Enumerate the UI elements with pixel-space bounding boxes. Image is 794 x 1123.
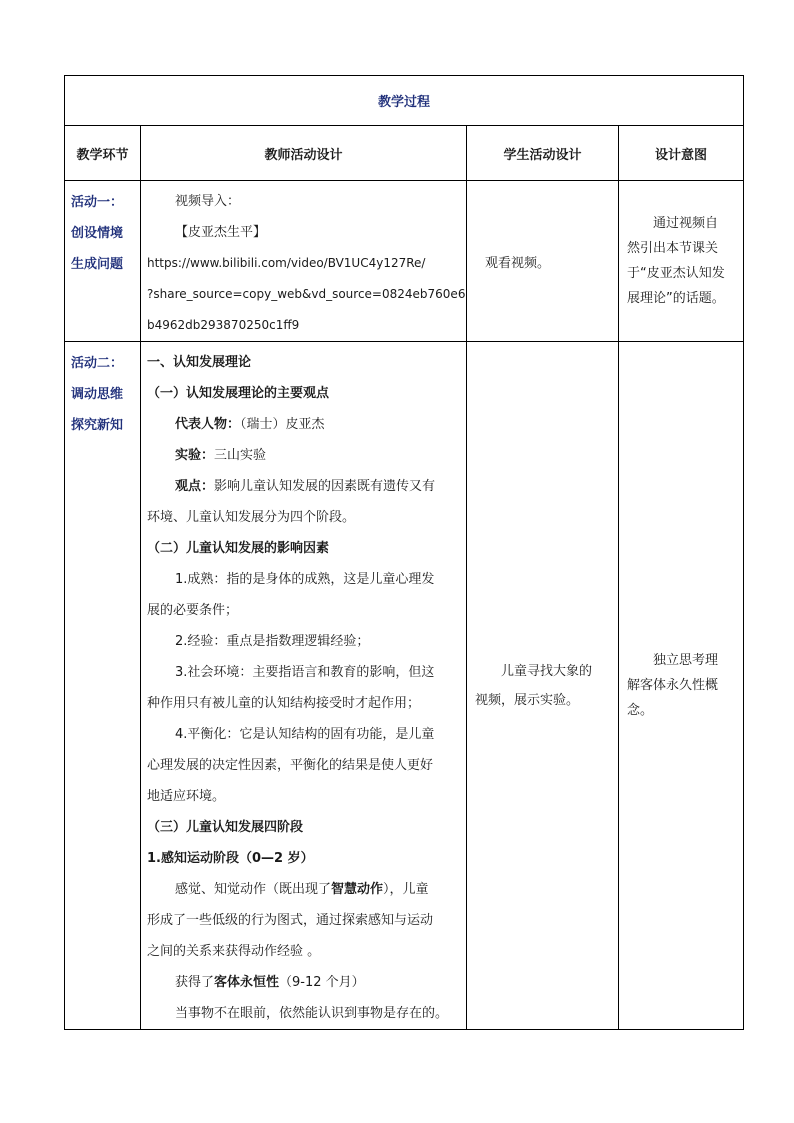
sensorimotor-desc-line3: 之间的关系来获得动作经验 。 — [147, 944, 321, 959]
subsection-heading-factors: （二）儿童认知发展的影响因素 — [147, 541, 330, 556]
factor-equilibration-cont1: 心理发展的决定性因素，平衡化的结果是使人更好 — [147, 758, 434, 773]
experiment-label: 实验： — [175, 448, 215, 463]
factor-experience: 2.经验：重点是指数理逻辑经验； — [175, 634, 370, 649]
representative-line — [147, 409, 462, 440]
activity1-row — [65, 181, 744, 342]
object-permanence-line — [147, 967, 462, 998]
activity1-student: 观看视频。 — [467, 181, 619, 342]
factor-equilibration: 4.平衡化：它是认知结构的固有功能，是儿童 — [175, 727, 435, 742]
intent-line: 展理论”的话题。 — [627, 291, 725, 306]
stage-sensorimotor-heading: 1.感知运动阶段（0—2 岁） — [147, 851, 314, 866]
activity2-stage — [65, 342, 141, 1030]
video-link-part1[interactable]: https://www.bilibili.com/video/BV1UC4y127Re/ — [147, 256, 426, 270]
object-permanence-term: 客体永恒性 — [214, 975, 280, 990]
viewpoint-continued: 环境、儿童认知发展分为四个阶段。 — [147, 510, 356, 525]
sensorimotor-desc-post: ），儿童 — [383, 882, 429, 897]
object-permanence-pre: 获得了 — [175, 975, 215, 990]
video-link-part3[interactable]: b4962db293870250c1ff9 — [147, 318, 300, 332]
subsection-heading-main-views: （一）认知发展理论的主要观点 — [147, 386, 330, 401]
section-heading-1: 一、认知发展理论 — [147, 355, 252, 370]
object-permanence-post: （9-12 个月） — [279, 975, 365, 990]
video-link-part2[interactable]: ?share_source=copy_web&vd_source=0824eb760e6 — [147, 287, 466, 301]
sensorimotor-desc-line1 — [147, 874, 462, 905]
video-intro-label: 视频导入： — [175, 194, 241, 209]
activity2-stage-line: 活动二： — [71, 356, 124, 371]
student-line: 视频，展示实验。 — [475, 692, 580, 708]
activity1-stage-line: 活动一： — [71, 195, 124, 210]
subsection-heading-stages: （三）儿童认知发展四阶段 — [147, 820, 304, 835]
piaget-bio-title: 【皮亚杰生平】 — [175, 225, 267, 240]
activity2-teacher — [141, 342, 467, 1030]
activity1-stage-line: 创设情境 — [71, 226, 124, 241]
header-intent: 设计意图 — [619, 126, 744, 181]
intent-line: 解客体永久性概 — [627, 678, 719, 693]
header-teacher: 教师活动设计 — [141, 126, 467, 181]
student-line: 儿童寻找大象的 — [501, 663, 593, 679]
activity1-stage — [65, 181, 141, 342]
header-student: 学生活动设计 — [467, 126, 619, 181]
activity1-intent — [619, 181, 744, 342]
viewpoint-label: 观点： — [175, 479, 215, 494]
factor-maturity-cont: 展的必要条件； — [147, 603, 239, 618]
activity2-student — [467, 342, 619, 1030]
intent-line: 独立思考理 — [653, 653, 719, 668]
activity1-stage-line: 生成问题 — [71, 257, 124, 272]
activity2-stage-line: 调动思维 — [71, 387, 124, 402]
activity2-row — [65, 342, 744, 1030]
teaching-process-table-wrapper — [64, 75, 743, 1030]
intent-line: 通过视频自 — [653, 216, 719, 231]
intent-line: 于“皮亚杰认知发 — [627, 266, 725, 281]
activity2-stage-line: 探究新知 — [71, 418, 124, 433]
intent-line: 然引出本节课关 — [627, 241, 719, 256]
intelligent-action-term: 智慧动作 — [331, 882, 384, 897]
viewpoint-line — [147, 471, 462, 502]
header-stage: 教学环节 — [65, 126, 141, 181]
activity1-teacher — [141, 181, 467, 342]
object-permanence-explanation: 当事物不在眼前，依然能认识到事物是存在的。 — [175, 1006, 449, 1021]
factor-maturity: 1.成熟：指的是身体的成熟，这是儿童心理发 — [175, 572, 435, 587]
viewpoint-value: 影响儿童认知发展的因素既有遗传又有 — [214, 479, 436, 494]
representative-value: （瑞士）皮亚杰 — [240, 417, 325, 432]
intent-line: 念。 — [627, 703, 654, 718]
factor-social-environment-cont: 种作用只有被儿童的认知结构接受时才起作用； — [147, 696, 421, 711]
activity2-intent — [619, 342, 744, 1030]
teaching-process-table — [64, 75, 744, 1030]
sensorimotor-desc-pre: 感觉、知觉动作（既出现了 — [175, 882, 332, 897]
factor-social-environment: 3.社会环境：主要指语言和教育的影响，但这 — [175, 665, 435, 680]
table-title: 教学过程 — [65, 76, 744, 126]
experiment-value: 三山实验 — [214, 448, 267, 463]
sensorimotor-desc-line2: 形成了一些低级的行为图式，通过探索感知与运动 — [147, 913, 434, 928]
experiment-line — [147, 440, 462, 471]
factor-equilibration-cont2: 地适应环境。 — [147, 789, 226, 804]
representative-label: 代表人物： — [175, 417, 241, 432]
